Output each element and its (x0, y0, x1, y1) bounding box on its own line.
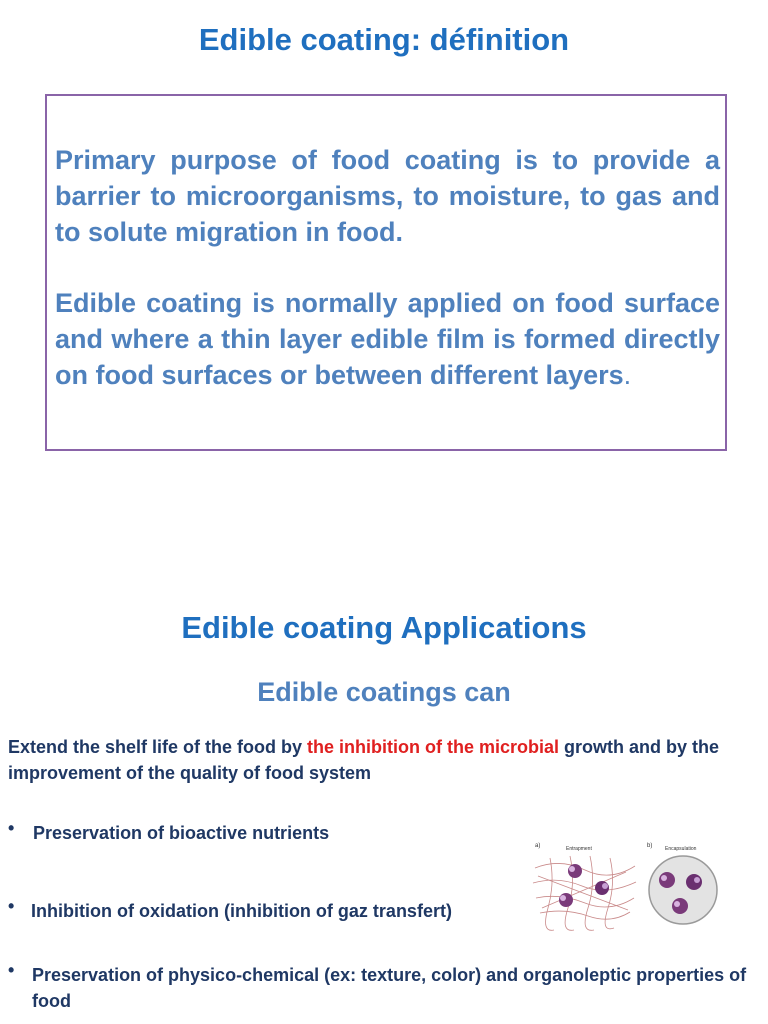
applications-intro (8, 734, 758, 786)
intro-text-start: Extend the shelf life of the food by (8, 737, 308, 757)
encapsulation-capsule (649, 856, 717, 924)
figure-label-a: a) (535, 843, 541, 849)
applications-subtitle: Edible coatings can (257, 677, 511, 707)
definition-paragraph-1: Primary purpose of food coating is to provide a barrier to microorganisms, to moisture, to gas and to solute migration in food. (55, 145, 720, 247)
figure-label-b: b) (647, 843, 653, 849)
bullet-dot-3: • (8, 960, 15, 980)
entrapped-particles (559, 864, 609, 907)
definition-paragraph-2 (55, 285, 720, 393)
bullet-dot-2: • (8, 896, 15, 916)
bullet-item-2: Inhibition of oxidation (inhibition of gaz transfert) (31, 901, 452, 921)
definition-box (45, 94, 727, 451)
intro-highlight: the inhibition of the microbial (307, 737, 560, 757)
slide-title-applications: Edible coating Applications (181, 610, 587, 645)
definition-paragraph-2-period: . (623, 360, 632, 390)
definition-paragraph-2-text: Edible coating is normally applied on food surface and where a thin layer edible film is formed directly on food surfaces or between different layers (55, 288, 720, 390)
bullet-dot-1: • (8, 818, 15, 838)
slide-title-definition: Edible coating: définition (198, 22, 570, 57)
figure-caption-b: Encapsulation (665, 846, 697, 852)
entrapment-encapsulation-figure (530, 838, 730, 933)
figure-caption-a: Entrapment (566, 846, 592, 852)
intro-text-end: growth and by the improvement of the quality of food system (8, 737, 720, 783)
entrapment-network (533, 856, 636, 930)
bullet-item-3: Preservation of physico-chemical (ex: texture, color) and organoleptic properties of food (32, 965, 747, 1011)
bullet-item-1: Preservation of bioactive nutrients (33, 823, 330, 843)
